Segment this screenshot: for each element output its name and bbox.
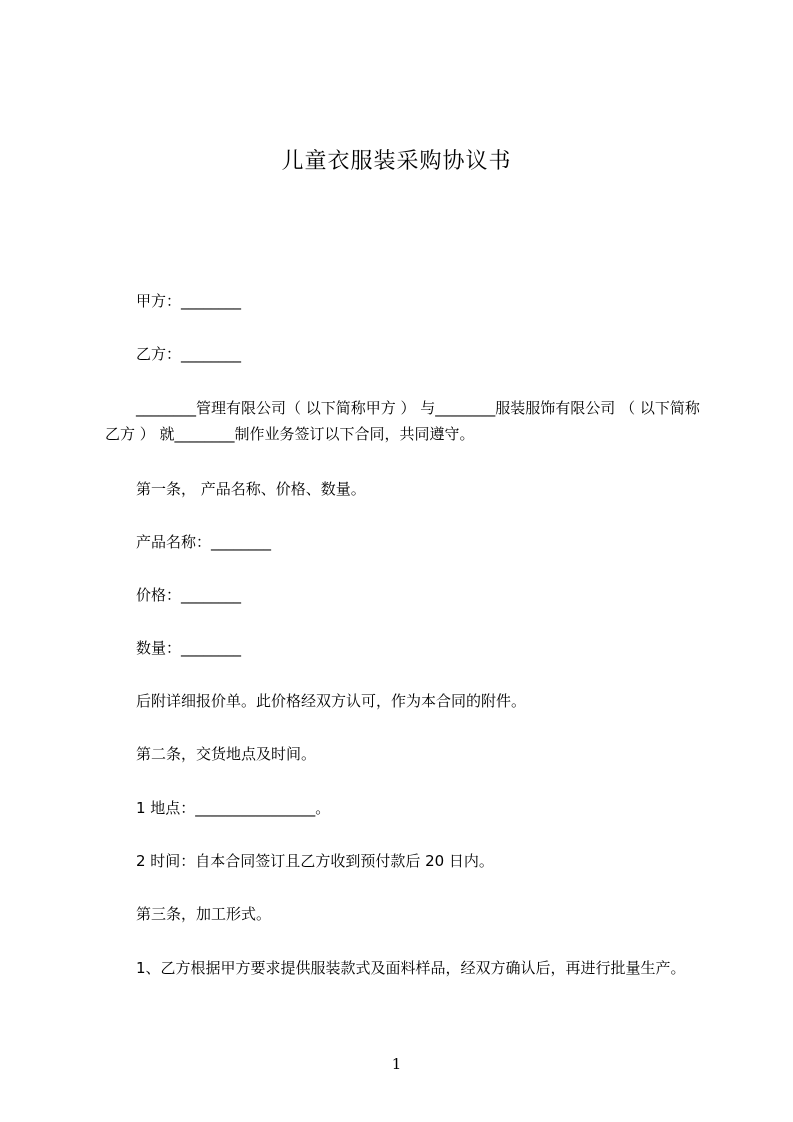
product-name-line: 产品名称：________ (136, 533, 272, 551)
party-a-line: 甲方：________ (136, 292, 242, 310)
party-b-line: 乙方：________ (136, 345, 242, 363)
delivery-time-line: 2 时间：自本合同签订且乙方收到预付款后 20 日内。 (136, 852, 494, 870)
article-3-heading: 第三条，加工形式。 (136, 905, 272, 923)
quantity-line: 数量：________ (136, 639, 242, 657)
document-title: 儿童衣服装采购协议书 (281, 149, 512, 174)
price-line: 价格：________ (136, 586, 242, 604)
article-1-heading: 第一条， 产品名称、价格、数量。 (136, 480, 366, 498)
processing-item-1: 1、乙方根据甲方要求提供服装款式及面料样品，经双方确认后，再进行批量生产。 (136, 959, 686, 977)
intro-paragraph: ________管理有限公司（ 以下简称甲方 ） 与________服装服饰有限公司 （ 以下简称乙方 ） 就________制作业务签订以下合同，共同遵守。 (105, 399, 700, 443)
article-2-heading: 第二条，交货地点及时间。 (136, 745, 317, 763)
quote-note-line: 后附详细报价单。此价格经双方认可，作为本合同的附件。 (136, 692, 527, 710)
page-number: 1 (391, 1055, 402, 1073)
delivery-place-line: 1 地点：________________。 (136, 799, 331, 817)
